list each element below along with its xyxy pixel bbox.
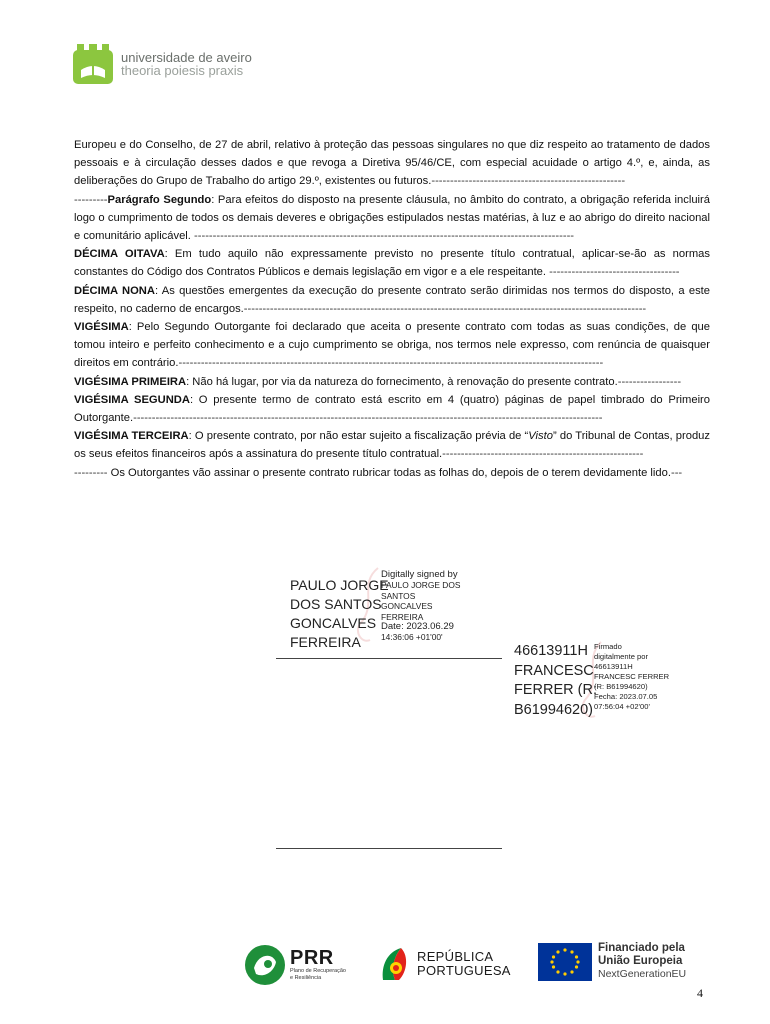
contract-body xyxy=(74,136,710,482)
clause-decima-oitava: DÉCIMA OITAVA: Em tudo aquilo não expressamente previsto no presente título contratual, aplicar-se-ão as normas constantes do Código dos Contratos Públicos e demais legislação em vigor e a ele respeitante. ----------------------------------- xyxy=(74,248,710,279)
clause-decima-nona: DÉCIMA NONA: As questões emergentes da execução do presente contrato serão dirimidas nos termos do disposto, a este respeito, no caderno de encargos.------------------------------------------------------------------------------------------------------------ xyxy=(74,284,710,315)
signature-details: Firmado digitalmente por 46613911H FRANCESC FERRER (R: B61994620) Fecha: 2023.07.05 07:56:04 +02'00' xyxy=(594,642,670,711)
clause-heading: Parágrafo Segundo xyxy=(107,193,212,206)
republica-portuguesa-logo xyxy=(379,944,511,984)
page-number: 4 xyxy=(697,986,703,1000)
clause-heading: DÉCIMA NONA xyxy=(74,284,155,297)
prr-title: PRR xyxy=(290,947,334,969)
clause-heading: DÉCIMA OITAVA xyxy=(74,248,165,261)
prr-logo: PRR Plano de Recuperação e Resiliência xyxy=(244,944,346,986)
clause-vigesima-primeira: VIGÉSIMA PRIMEIRA: Não há lugar, por via da natureza do fornecimento, à renovação do presente contrato.----------------- xyxy=(74,375,682,388)
eu-flag-icon xyxy=(538,943,592,981)
digital-signature-1 xyxy=(288,570,488,650)
clause-heading: VIGÉSIMA xyxy=(74,321,129,334)
clause-vigesima: VIGÉSIMA: Pelo Segundo Outorgante foi declarado que aceita o presente contrato com todas as suas condições, de que tomou inteiro e perfeito conhecimento e a cujo cumprimento se obriga, nos termos nele expresso, com renúncia de quaisquer direitos em contrário.------------------------------------------------------------------------------------------------------------------ xyxy=(74,321,710,370)
eu-funding-logo: Financiado pela União Europeia NextGenerationEU xyxy=(538,942,686,981)
clause-vigesima-segunda: VIGÉSIMA SEGUNDA: O presente termo de contrato está escrito em 4 (quatro) páginas de papel timbrado do Primeiro Outorgante.------------------------------------------------------------------------------------------------------------------------------ xyxy=(74,393,711,425)
clause-vigesima-terceira: VIGÉSIMA TERCEIRA: O presente contrato, por não estar sujeito a fiscalização prévia de “Visto” do Tribunal de Contas, produz os seus efeitos financeiros após a assinatura do presente título contratual.------------------------------------------------------ xyxy=(74,430,710,461)
university-emblem-icon xyxy=(73,44,113,84)
portugal-emblem-icon xyxy=(379,944,409,984)
signature-line-1 xyxy=(276,658,502,659)
digital-signature-2 xyxy=(513,642,693,722)
paragraph-gdpr: Europeu e do Conselho, de 27 de abril, relativo à proteção das pessoas singulares no que diz respeito ao tratamento de dados pessoais e à circulação desses dados e que revoga a Diretiva 95/46/CE, com especial acuidade o artigo 4.º, e, ainda, as deliberações do Grupo de Trabalho do artigo 29.º, existentes ou futuros.---------------------------------------------------- xyxy=(74,139,710,188)
clause-heading: VIGÉSIMA TERCEIRA xyxy=(74,430,189,443)
clause-heading: VIGÉSIMA PRIMEIRA xyxy=(74,375,187,388)
clause-heading: VIGÉSIMA SEGUNDA xyxy=(74,393,190,406)
signature-line-2 xyxy=(276,848,502,849)
closing-statement: --------- Os Outorgantes vão assinar o presente contrato rubricar todas as folhas do, depois de o terem devidamente lido.--- xyxy=(74,466,683,479)
university-logo xyxy=(73,44,252,84)
university-name: universidade de aveiro xyxy=(121,50,252,65)
prr-emblem-icon xyxy=(244,944,286,986)
footer-logos xyxy=(244,942,714,988)
signer-name: 46613911H FRANCESC FERRER (R: B61994620) xyxy=(514,643,597,718)
paragraph-segundo: ---------Parágrafo Segundo: Para efeitos do disposto na presente cláusula, no âmbito do contrato, a obrigação referida incluirá logo o cumprimento de todos os demais deveres e obrigações estipulados nestas matérias, à luz e ao abrigo do direito nacional e comunitário aplicável. ------------------------------------------------------------------------------------------------------ xyxy=(74,193,710,243)
signer-name: PAULO JORGE DOS SANTOS GONCALVES FERREIRA xyxy=(290,577,389,650)
university-motto: theoria poiesis praxis xyxy=(121,63,244,78)
portuguesa-line: PORTUGUESA xyxy=(417,963,511,978)
republica-line: REPÚBLICA xyxy=(417,949,494,964)
signature-details: Digitally signed by PAULO JORGE DOS SANTOS GONCALVES FERREIRA Date: 2023.06.29 14:36:06 +01'00' xyxy=(381,569,461,643)
